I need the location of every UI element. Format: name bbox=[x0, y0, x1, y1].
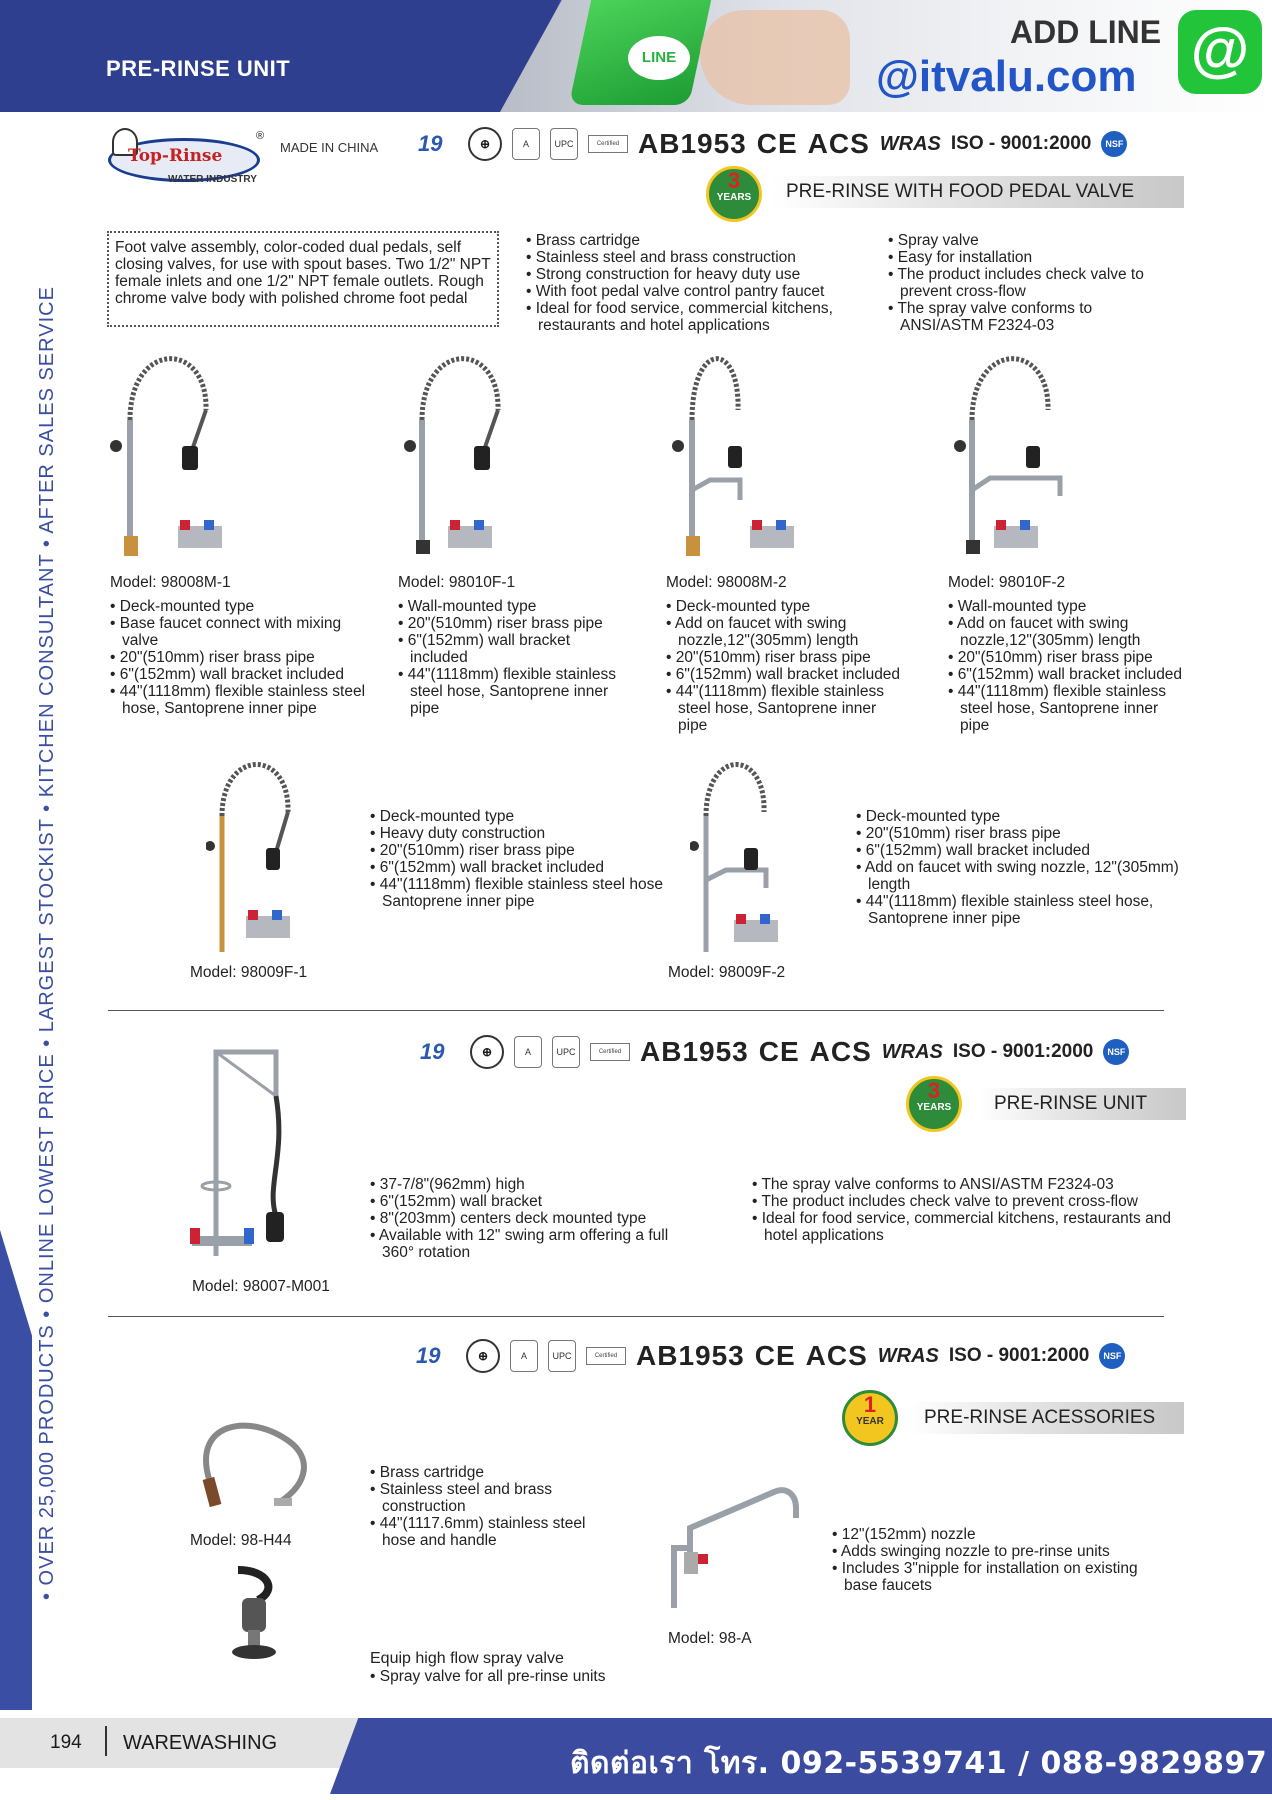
csa-icon: ⊕ bbox=[468, 127, 502, 161]
list-item: • 6"(152mm) wall bracket bbox=[370, 1193, 680, 1210]
ab1953-label: AB1953 bbox=[640, 1036, 749, 1067]
list-item: • Brass cartridge bbox=[526, 232, 866, 249]
acs-label: ACS bbox=[807, 128, 870, 159]
upc-icon: UPC bbox=[552, 1036, 580, 1068]
list-item: • 44"(1118mm) flexible stainless steel hose, Santoprene inner pipe bbox=[666, 683, 906, 734]
nsf-icon: NSF bbox=[1099, 1343, 1125, 1369]
iso-label: ISO - 9001:2000 bbox=[948, 1345, 1090, 1366]
list-item: • 20"(510mm) riser brass pipe bbox=[110, 649, 370, 666]
list-item: • Deck-mounted type bbox=[856, 808, 1186, 825]
section-divider bbox=[108, 1010, 1164, 1011]
faucet-image-98009F-1 bbox=[206, 756, 306, 956]
contact-phone[interactable]: ติดต่อเรา โทร. 092-5539741 / 088-9829897 bbox=[570, 1746, 1268, 1781]
features-list-a bbox=[526, 232, 866, 334]
list-item: • Add on faucet with swing nozzle,12"(305mm) length bbox=[948, 615, 1188, 649]
nsf-icon: NSF bbox=[1101, 131, 1127, 157]
list-item: • Deck-mounted type bbox=[666, 598, 906, 615]
hand-graphic bbox=[700, 10, 850, 105]
spec-list-98007-M001-a bbox=[370, 1176, 680, 1261]
ap-icon: A bbox=[510, 1340, 538, 1372]
spec-list-98010F-1 bbox=[398, 598, 628, 717]
faucet-image-98007-M001 bbox=[186, 1036, 306, 1276]
ap-icon: A bbox=[514, 1036, 542, 1068]
list-item: • The spray valve conforms to ANSI/ASTM F2324-03 bbox=[888, 300, 1178, 334]
spray-valve-title: Equip high flow spray valve bbox=[370, 1650, 564, 1667]
acs-label: ACS bbox=[805, 1340, 868, 1371]
certified-box: Certified bbox=[590, 1043, 630, 1061]
model-label: Model: 98009F-2 bbox=[668, 964, 786, 981]
list-item: • 44"(1118mm) flexible stainless steel hose, Santoprene inner pipe bbox=[110, 683, 370, 717]
iso-label: ISO - 9001:2000 bbox=[950, 133, 1092, 154]
spec-list-98007-M001-b bbox=[752, 1176, 1172, 1244]
spec-list-98008M-2 bbox=[666, 598, 906, 734]
list-item: • 44"(1118mm) flexible stainless steel hose, Santoprene inner pipe bbox=[948, 683, 1188, 734]
list-item: • 44"(1118mm) flexible stainless steel hose, Santoprene inner pipe bbox=[856, 893, 1186, 927]
hose-image-98-H44 bbox=[190, 1412, 320, 1522]
wras-label: WRAS bbox=[877, 1344, 939, 1367]
intro-description: Foot valve assembly, color-coded dual pedals, self closing valves, for use with spout bases. Two 1/2" NPT female inlets and one 1/2" NPT female outlets. Rough chrome valve body with polished chrome foot pedal bbox=[107, 231, 499, 327]
cert-row bbox=[416, 1336, 1125, 1376]
spray-valve-image bbox=[218, 1560, 298, 1670]
list-item: • Add on faucet with swing nozzle,12"(305mm) length bbox=[666, 615, 906, 649]
model-label: Model: 98009F-1 bbox=[190, 964, 308, 981]
faucet-image-98008M-1 bbox=[108, 350, 248, 560]
list-item: • Stainless steel and brass construction bbox=[526, 249, 866, 266]
list-item: • 20"(510mm) riser brass pipe bbox=[948, 649, 1188, 666]
list-item: • 20"(510mm) riser brass pipe bbox=[666, 649, 906, 666]
list-item: • 20"(510mm) riser brass pipe bbox=[856, 825, 1186, 842]
list-item: • 6"(152mm) wall bracket included bbox=[370, 859, 690, 876]
section-label: PRE-RINSE ACESSORIES bbox=[910, 1402, 1184, 1434]
list-item: • Wall-mounted type bbox=[398, 598, 628, 615]
registered-mark: ® bbox=[256, 130, 265, 142]
csa-icon: ⊕ bbox=[470, 1035, 504, 1069]
ce-mark: CE bbox=[754, 1340, 796, 1371]
model-label: Model: 98008M-1 bbox=[110, 574, 231, 591]
faucet-image-98008M-2 bbox=[670, 350, 810, 560]
list-item: • The product includes check valve to prevent cross-flow bbox=[888, 266, 1178, 300]
list-item: • Deck-mounted type bbox=[370, 808, 690, 825]
made-in-label: MADE IN CHINA bbox=[280, 140, 379, 155]
ap-icon: A bbox=[512, 128, 540, 160]
list-item: • The product includes check valve to prevent cross-flow bbox=[752, 1193, 1172, 1210]
brand-logo-text: Top-Rinse bbox=[128, 146, 223, 166]
wras-label: WRAS bbox=[881, 1040, 943, 1063]
footer-separator bbox=[105, 1726, 107, 1756]
list-item: • 20"(510mm) riser brass pipe bbox=[398, 615, 628, 632]
list-item: • Strong construction for heavy duty use bbox=[526, 266, 866, 283]
faucet-image-98010F-2 bbox=[950, 350, 1100, 560]
upc-icon: UPC bbox=[548, 1340, 576, 1372]
years-badge: 19 bbox=[418, 131, 443, 156]
list-item: • 6"(152mm) wall bracket included bbox=[948, 666, 1188, 683]
list-item: • Deck-mounted type bbox=[110, 598, 370, 615]
spec-list-98-A bbox=[832, 1526, 1172, 1594]
nozzle-image-98-A bbox=[664, 1468, 814, 1618]
spec-list-98010F-2 bbox=[948, 598, 1188, 734]
spec-list-98008M-1 bbox=[110, 598, 370, 717]
list-item: • Base faucet connect with mixing valve bbox=[110, 615, 370, 649]
list-item: • 8"(203mm) centers deck mounted type bbox=[370, 1210, 680, 1227]
page-number: 194 bbox=[50, 1732, 82, 1753]
spec-list-98009F-2 bbox=[856, 808, 1186, 927]
iso-label: ISO - 9001:2000 bbox=[952, 1041, 1094, 1062]
list-item: • 44"(1118mm) flexible stainless steel hose Santoprene inner pipe bbox=[370, 876, 690, 910]
line-id[interactable]: @itvalu.com bbox=[876, 52, 1137, 101]
faucet-image-98010F-1 bbox=[400, 350, 540, 560]
ce-mark: CE bbox=[758, 1036, 800, 1067]
ce-mark: CE bbox=[756, 128, 798, 159]
list-item: • 44"(1117.6mm) stainless steel hose and handle bbox=[370, 1515, 620, 1549]
section-label: PRE-RINSE UNIT bbox=[980, 1088, 1186, 1120]
list-item: • 6"(152mm) wall bracket included bbox=[666, 666, 906, 683]
page-title: PRE-RINSE UNIT bbox=[106, 56, 291, 81]
list-item: • 37-7/8"(962mm) high bbox=[370, 1176, 680, 1193]
list-item: • 6"(152mm) wall bracket included bbox=[110, 666, 370, 683]
list-item: • Ideal for food service, commercial kitchens, restaurants and hotel applications bbox=[752, 1210, 1172, 1244]
list-item: • 44"(1118mm) flexible stainless steel hose, Santoprene inner pipe bbox=[398, 666, 628, 717]
nsf-icon: NSF bbox=[1103, 1039, 1129, 1065]
spec-list-spray-valve bbox=[370, 1668, 670, 1685]
features-list-b bbox=[888, 232, 1178, 334]
ab1953-label: AB1953 bbox=[638, 128, 747, 159]
list-item: • Heavy duty construction bbox=[370, 825, 690, 842]
warranty-badge: 1 YEAR bbox=[842, 1390, 898, 1446]
footer-section: WAREWASHING bbox=[123, 1732, 278, 1754]
faucet-image-98009F-2 bbox=[690, 756, 810, 956]
wras-label: WRAS bbox=[879, 132, 941, 155]
list-item: • Easy for installation bbox=[888, 249, 1178, 266]
at-icon[interactable]: @ bbox=[1178, 10, 1262, 94]
ab1953-label: AB1953 bbox=[636, 1340, 745, 1371]
cert-row bbox=[418, 124, 1127, 164]
model-label: Model: 98007-M001 bbox=[192, 1278, 330, 1295]
list-item: • Stainless steel and brass construction bbox=[370, 1481, 620, 1515]
list-item: • 12"(152mm) nozzle bbox=[832, 1526, 1172, 1543]
section-label: PRE-RINSE WITH FOOD PEDAL VALVE bbox=[772, 176, 1184, 208]
years-badge: 19 bbox=[416, 1343, 441, 1368]
cert-row bbox=[420, 1032, 1129, 1072]
model-label: Model: 98008M-2 bbox=[666, 574, 787, 591]
spec-list-98009F-1 bbox=[370, 808, 690, 910]
list-item: • Add on faucet with swing nozzle, 12"(305mm) length bbox=[856, 859, 1186, 893]
section-divider bbox=[108, 1316, 1164, 1317]
acs-label: ACS bbox=[809, 1036, 872, 1067]
list-item: • With foot pedal valve control pantry faucet bbox=[526, 283, 866, 300]
certified-box: Certified bbox=[586, 1347, 626, 1365]
list-item: • The spray valve conforms to ANSI/ASTM F2324-03 bbox=[752, 1176, 1172, 1193]
list-item: • Adds swinging nozzle to pre-rinse units bbox=[832, 1543, 1172, 1560]
side-corner-accent bbox=[0, 1230, 32, 1710]
warranty-badge: 3 YEARS bbox=[706, 166, 762, 222]
model-label: Model: 98-H44 bbox=[190, 1532, 292, 1549]
model-label: Model: 98-A bbox=[668, 1630, 752, 1647]
list-item: • Brass cartridge bbox=[370, 1464, 620, 1481]
model-label: Model: 98010F-2 bbox=[948, 574, 1066, 591]
model-label: Model: 98010F-1 bbox=[398, 574, 516, 591]
upc-icon: UPC bbox=[550, 128, 578, 160]
list-item: • Available with 12" swing arm offering a full 360° rotation bbox=[370, 1227, 680, 1261]
certified-box: Certified bbox=[588, 135, 628, 153]
list-item: • Spray valve bbox=[888, 232, 1178, 249]
warranty-badge: 3 YEARS bbox=[906, 1076, 962, 1132]
line-logo: LINE bbox=[628, 36, 690, 80]
years-badge: 19 bbox=[420, 1039, 445, 1064]
list-item: • Wall-mounted type bbox=[948, 598, 1188, 615]
list-item: • Includes 3"nipple for installation on existing base faucets bbox=[832, 1560, 1172, 1594]
brand-logo-sub: WATER INDUSTRY bbox=[168, 174, 257, 185]
spec-list-98-H44 bbox=[370, 1464, 620, 1549]
list-item: • Ideal for food service, commercial kitchens, restaurants and hotel applications bbox=[526, 300, 866, 334]
list-item: • Spray valve for all pre-rinse units bbox=[370, 1668, 670, 1685]
list-item: • 6"(152mm) wall bracket included bbox=[856, 842, 1186, 859]
list-item: • 6"(152mm) wall bracket included bbox=[398, 632, 628, 666]
side-slogan: • OVER 25,000 PRODUCTS • ONLINE LOWEST PRICE • LARGEST STOCKIST • KITCHEN CONSULTANT • AFTER SALES SERVICE bbox=[36, 286, 58, 1600]
list-item: • 20"(510mm) riser brass pipe bbox=[370, 842, 690, 859]
csa-icon: ⊕ bbox=[466, 1339, 500, 1373]
add-line-label: ADD LINE bbox=[1010, 14, 1162, 50]
